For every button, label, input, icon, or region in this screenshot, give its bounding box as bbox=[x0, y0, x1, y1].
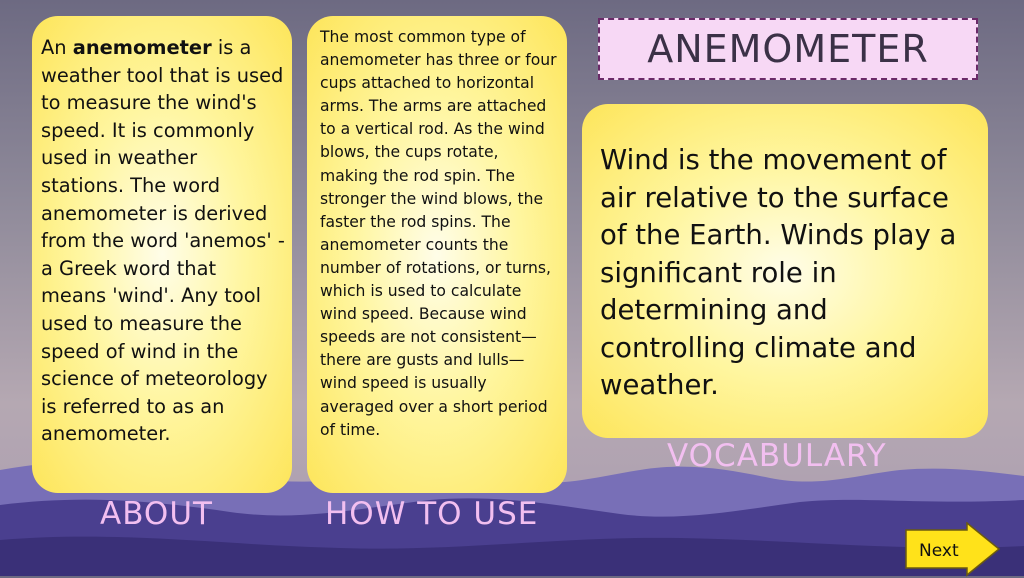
vocab-definition: is the movement of air relative to the surface of the Earth. Winds play a significant role in determining and controlling climate and weather. bbox=[600, 144, 957, 401]
vocab-term: Wind bbox=[600, 144, 670, 176]
about-text: is a weather tool that is used to measure the wind's speed. It is commonly used in weather stations. The word anemometer is derived from the word 'anemos' - a Greek word that means 'wind'. Any tool used to measure the speed of wind in the science of meteorology is referred to as an anemometer. bbox=[41, 36, 285, 446]
about-prefix: An bbox=[41, 36, 67, 59]
page-title-text: ANEMOMETER bbox=[647, 27, 929, 71]
page-title bbox=[598, 18, 978, 80]
how-to-use-card bbox=[307, 16, 567, 493]
next-button[interactable] bbox=[905, 522, 1001, 578]
about-heading: ABOUT bbox=[100, 496, 213, 532]
how-to-use-heading: HOW TO USE bbox=[325, 496, 539, 532]
about-card bbox=[32, 16, 292, 493]
about-keyword: anemometer bbox=[72, 36, 212, 59]
vocabulary-heading: VOCABULARY bbox=[667, 438, 887, 474]
vocabulary-card bbox=[582, 104, 988, 438]
how-to-use-text: The most common type of anemometer has three or four cups attached to horizontal arms. The arms are attached to a vertical rod. As the wind blows, the cups rotate, making the rod spin. The stronger the wind blows, the faster the rod spins. The anemometer counts the number of rotations, or turns, which is used to calculate wind speed. Because wind speeds are not consistent—there are gusts and lulls—wind speed is usually averaged over a short period of time. bbox=[320, 28, 557, 439]
next-button-label: Next bbox=[919, 541, 959, 561]
